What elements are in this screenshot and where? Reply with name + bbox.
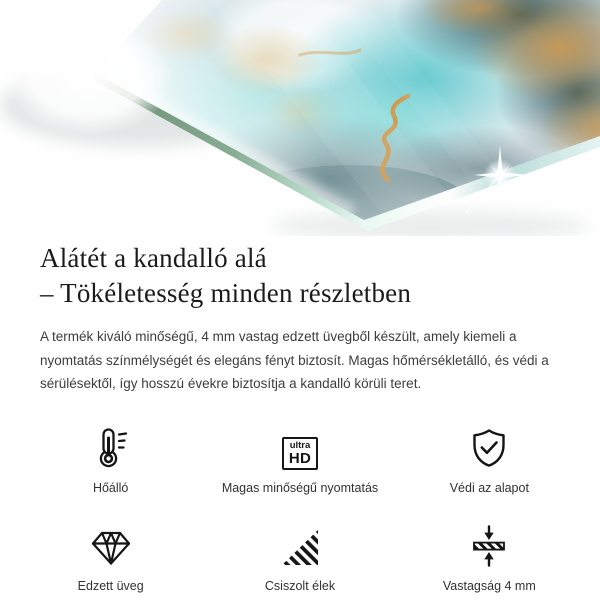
- feature-label: Magas minőségű nyomtatás: [221, 480, 379, 495]
- panel-shadow-front: [270, 211, 590, 236]
- page-title-line2: – Tökéletesség minden részletben: [40, 278, 412, 308]
- feature-label: Védi az alapot: [449, 480, 529, 495]
- shield-check-icon: [467, 424, 511, 470]
- feature-polished-edges: [205, 522, 394, 593]
- feature-label: Hőálló: [92, 480, 129, 495]
- feature-label: Vastagság 4 mm: [442, 578, 536, 593]
- thermometer-icon: [89, 424, 133, 470]
- diamond-icon: [88, 522, 134, 568]
- ultra-hd-icon: [282, 424, 318, 470]
- feature-grid: [16, 424, 584, 593]
- feature-tempered-glass: [16, 522, 205, 593]
- feature-label: Csiszolt élek: [264, 578, 336, 593]
- product-image: [0, 0, 600, 236]
- corner-fade: [3, 20, 173, 136]
- page-title-line1: Alátét a kandalló alá: [40, 243, 267, 273]
- feature-print-quality: [205, 424, 394, 495]
- ultra-hd-text-bottom: HD: [288, 449, 312, 467]
- polished-edge-icon: [278, 522, 322, 568]
- product-description-block: [0, 241, 600, 593]
- feature-protects-base: [395, 424, 584, 495]
- feature-thickness: [395, 522, 584, 593]
- page-title: [40, 241, 560, 311]
- glass-panel-illustration: [0, 0, 600, 236]
- thickness-icon: [467, 522, 511, 568]
- feature-label: Edzett üveg: [77, 578, 144, 593]
- product-description: A termék kiváló minőségű, 4 mm vastag edzett üvegből készült, amely kiemeli a nyomtatás színmélységét és elegáns fényt biztosít. Magas hőmérsékletálló, és védi a sérülésektől, így hosszú évekre biztosítja a kandalló körüli teret.: [40, 329, 549, 391]
- feature-heat-resistant: [16, 424, 205, 495]
- ultra-hd-text-top: ultra: [289, 439, 311, 451]
